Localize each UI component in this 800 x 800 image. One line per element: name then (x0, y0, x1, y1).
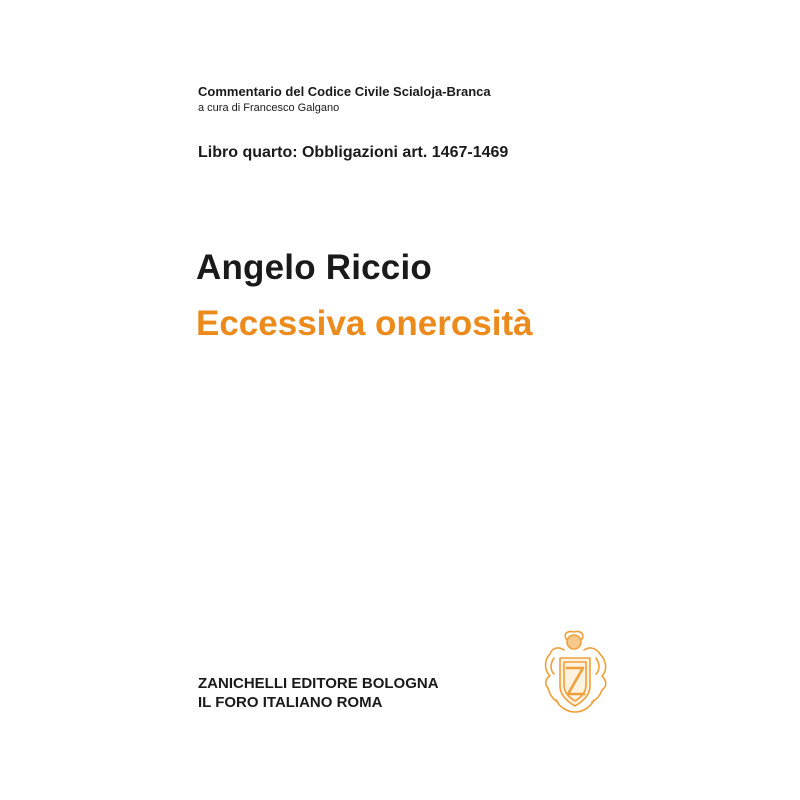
publisher-block (198, 674, 439, 712)
publisher-line-2: IL FORO ITALIANO ROMA (198, 694, 383, 711)
zanichelli-emblem-icon (538, 628, 612, 714)
publisher-line-1: ZANICHELLI EDITORE BOLOGNA (198, 675, 439, 692)
editor-line: a cura di Francesco Galgano (198, 102, 340, 114)
volume-line: Libro quarto: Obbligazioni art. 1467-1469 (198, 144, 509, 161)
book-title: Eccessiva onerosità (196, 304, 533, 343)
author-name: Angelo Riccio (196, 248, 432, 287)
series-title: Commentario del Codice Civile Scialoja-Branca (198, 84, 491, 99)
